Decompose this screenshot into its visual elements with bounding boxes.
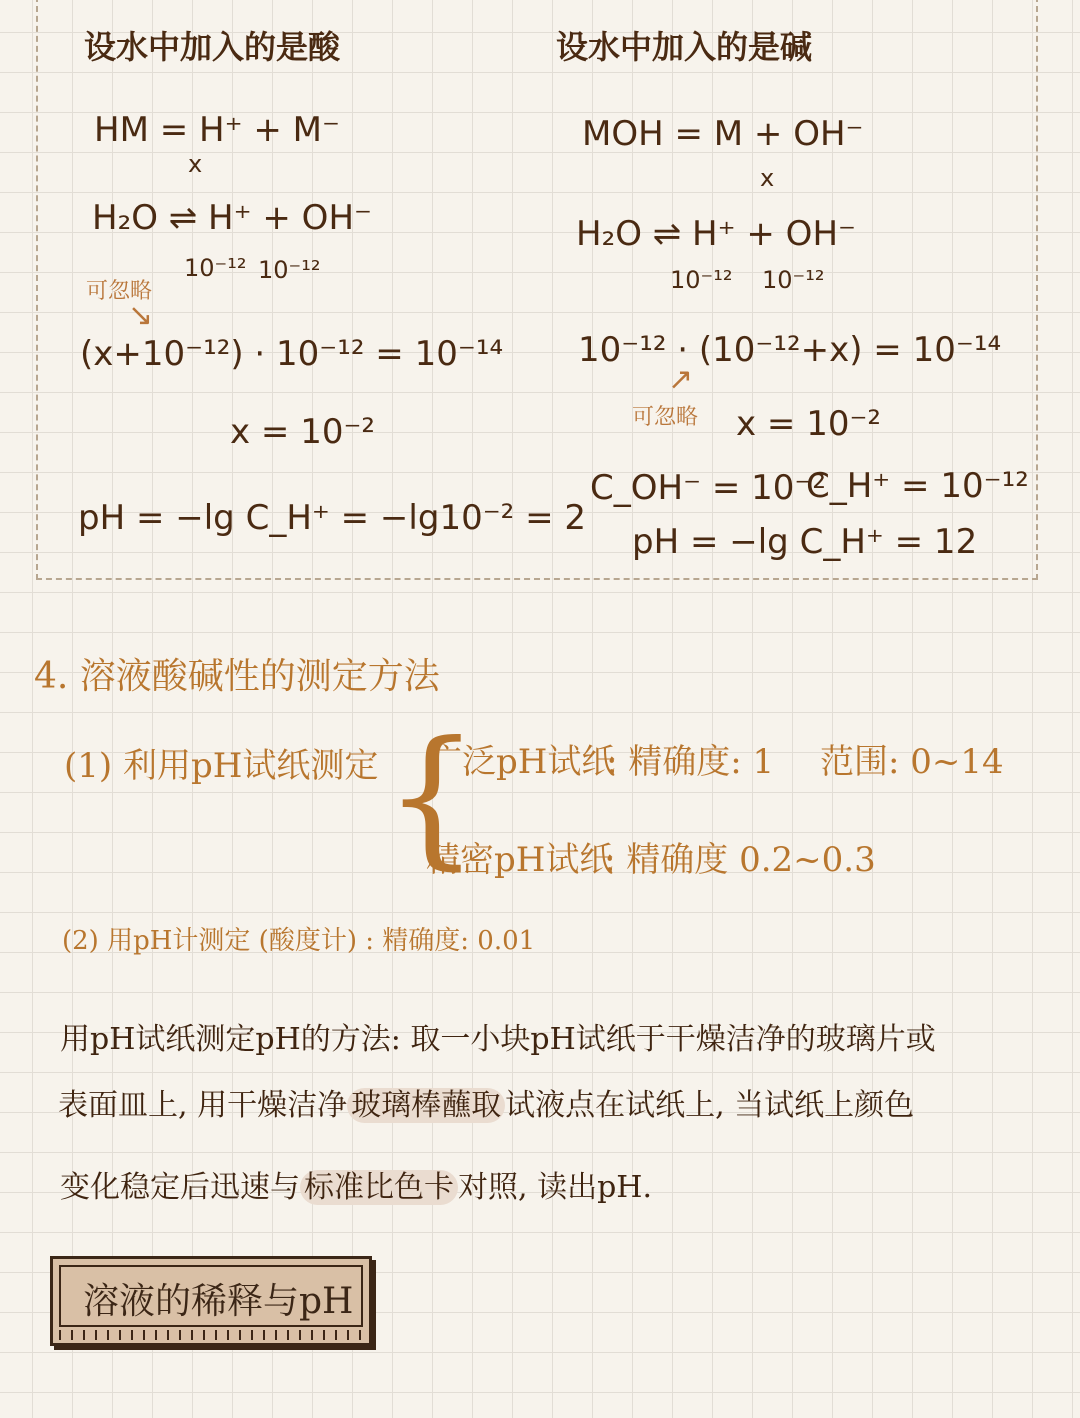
paragraph-line-1: 用pH试纸测定pH的方法: 取一小块pH试纸于干燥洁净的玻璃片或 <box>60 1022 936 1057</box>
left-eq-water-oh: 10⁻¹² <box>258 256 321 284</box>
left-eq-x-result: x = 10⁻² <box>230 412 376 452</box>
highlight-glass-rod: 玻璃棒蘸取 <box>347 1088 505 1123</box>
left-eq-x-label: x <box>188 150 203 178</box>
left-eq-ph: pH = −lg C_H⁺ = −lg10⁻² = 2 <box>78 498 587 538</box>
precise-ph-paper: 精密pH试纸 <box>426 840 614 880</box>
right-note-arrow-icon: ↗ <box>668 362 694 397</box>
paragraph-line-3: 变化稳定后迅速与 标准比色卡 对照, 读出pH. <box>60 1170 652 1205</box>
right-eq-x-label: x <box>760 164 775 192</box>
right-eq-c-oh: C_OH⁻ = 10⁻² <box>590 468 826 508</box>
precise-ph-precision: : 精确度 0.2~0.3 <box>604 840 876 880</box>
title-box-ruler-ticks <box>59 1330 363 1340</box>
broad-ph-paper: 广泛pH试纸 <box>428 742 616 782</box>
method-2-heading: (2) 用pH计测定 (酸度计) : 精确度: 0.01 <box>62 926 536 956</box>
right-eq-product: 10⁻¹² · (10⁻¹²+x) = 10⁻¹⁴ <box>578 330 1002 370</box>
right-eq-c-h: C_H⁺ = 10⁻¹² <box>806 466 1029 506</box>
right-eq-water: H₂O ⇌ H⁺ + OH⁻ <box>576 214 856 254</box>
left-eq-water: H₂O ⇌ H⁺ + OH⁻ <box>92 198 372 238</box>
right-eq-water-h: 10⁻¹² <box>670 266 733 294</box>
right-heading: 设水中加入的是碱 <box>556 28 813 66</box>
section-title: 4. 溶液酸碱性的测定方法 <box>34 656 440 697</box>
left-eq-water-h: 10⁻¹² <box>184 254 247 282</box>
highlight-color-chart: 标准比色卡 <box>300 1170 458 1205</box>
left-eq-product: (x+10⁻¹²) · 10⁻¹² = 10⁻¹⁴ <box>80 334 504 374</box>
broad-ph-precision: : 精确度: 1 <box>606 742 775 782</box>
next-section-title: 溶液的稀释与pH <box>83 1281 354 1322</box>
brace-icon: { <box>384 710 480 884</box>
right-eq-dissociation: MOH = M + OH⁻ <box>582 114 864 154</box>
method-1-heading: (1) 利用pH试纸测定 <box>64 746 379 786</box>
right-eq-water-oh: 10⁻¹² <box>762 266 825 294</box>
right-negligible-note: 可忽略 <box>632 405 699 430</box>
paragraph-line-2: 表面皿上, 用干燥洁净 玻璃棒蘸取 试液点在试纸上, 当试纸上颜色 <box>58 1088 915 1123</box>
right-eq-ph: pH = −lg C_H⁺ = 12 <box>632 522 978 562</box>
next-section-title-box <box>50 1256 372 1346</box>
left-note-arrow-icon: ↘ <box>128 298 154 333</box>
left-heading: 设水中加入的是酸 <box>84 28 341 66</box>
broad-ph-range: 范围: 0~14 <box>820 742 1004 782</box>
right-eq-x-result: x = 10⁻² <box>736 404 882 444</box>
left-negligible-note: 可忽略 <box>86 279 153 304</box>
left-eq-dissociation: HM = H⁺ + M⁻ <box>94 110 340 150</box>
